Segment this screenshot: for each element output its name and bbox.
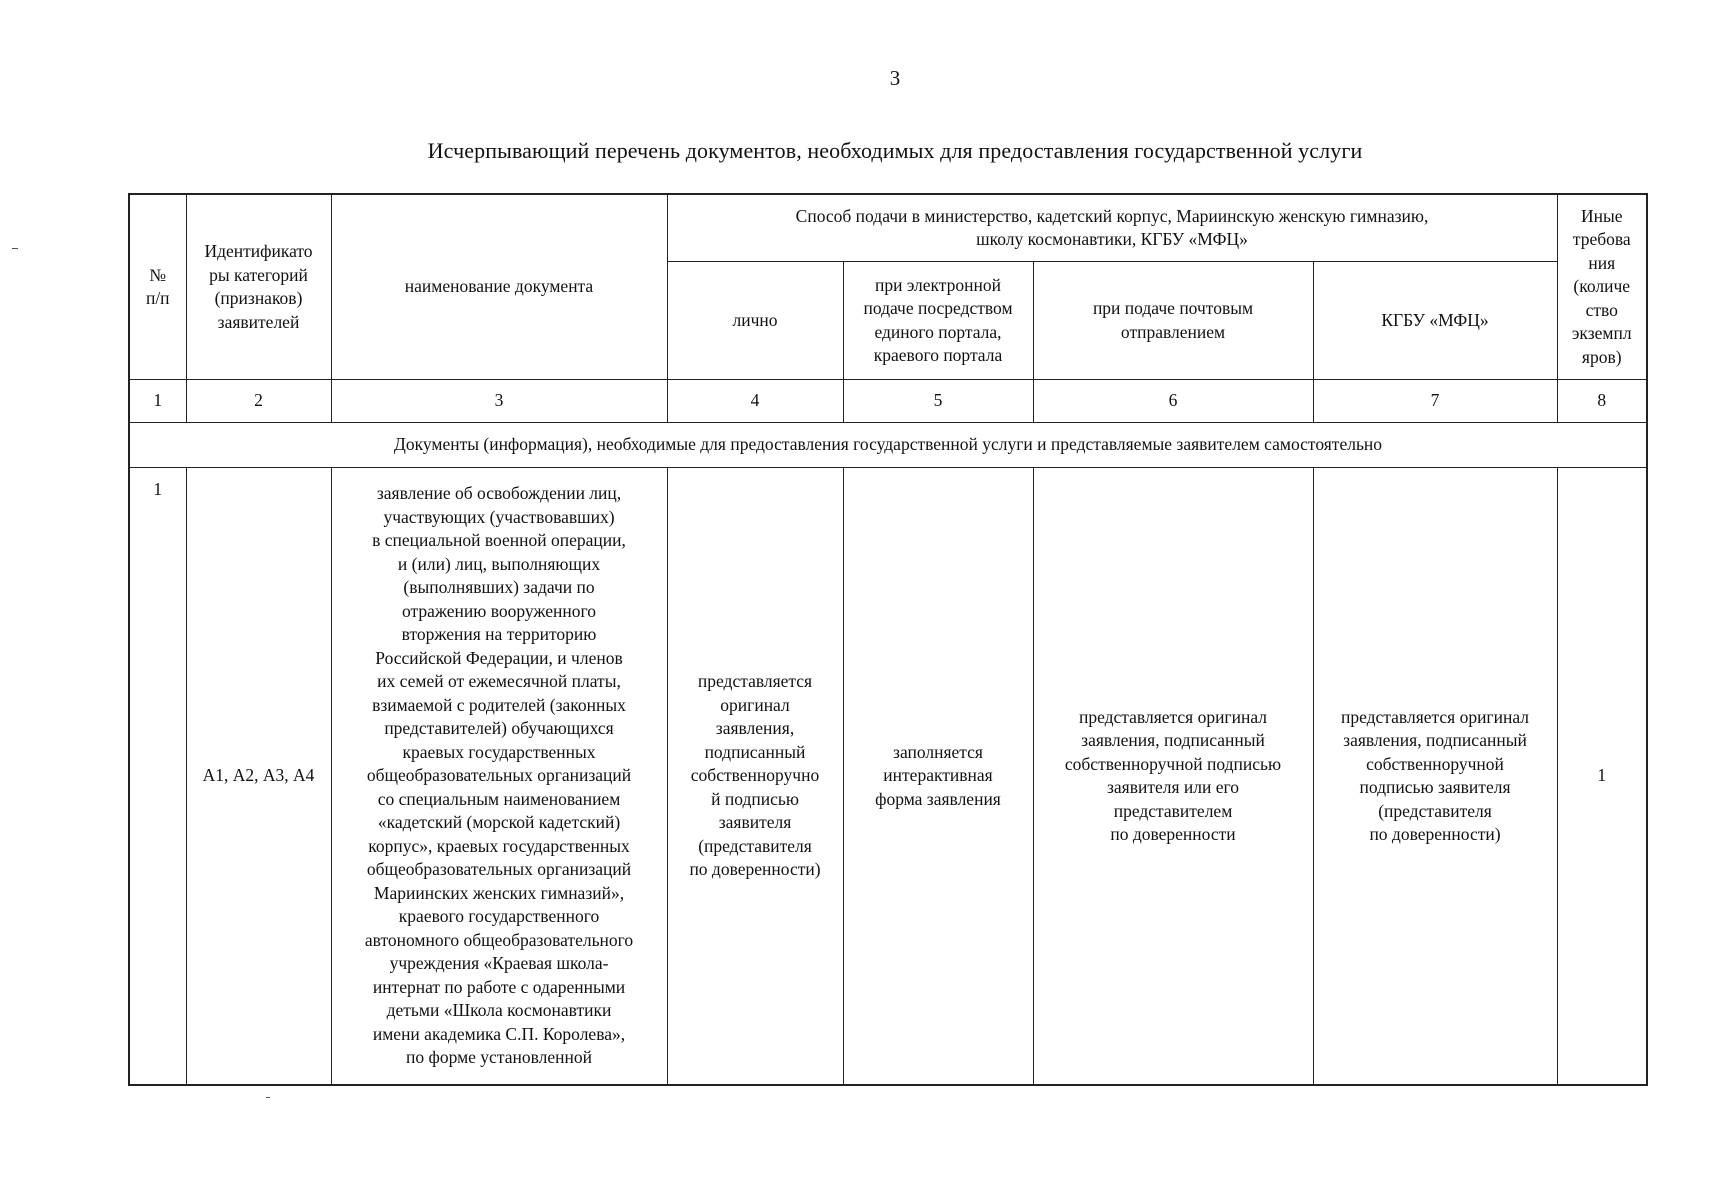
- table-row: [129, 468, 1647, 1086]
- header-by-mail: при подаче почтовым отправлением: [1033, 262, 1313, 380]
- column-number: 8: [1557, 380, 1647, 423]
- row-document-name: заявление об освобождении лиц, участвующих (участвовавших) в специальной военной операции, и (или) лиц, выполняющих (выполнявших) задачи по отражению вооруженного вторжения на территорию Российской Федерации, и членов их семей от ежемесячной платы, взимаемой с родителей (законных представителей) обучающихся краевых государственных общеобразовательных организаций со специальным наименованием «кадетский (морской кадетский) корпус», краевых государственных общеобразовательных организаций Мариинских женских гимназий», краевого государственного автономного общеобразовательного учреждения «Краевая школа- интернат по работе с одаренными детьми «Школа космонавтики имени академика С.П. Королева», по форме установленной: [331, 468, 667, 1086]
- row-by-mail: представляется оригинал заявления, подписанный собственноручной подписью заявителя или его представителем по доверенности: [1033, 468, 1313, 1086]
- column-number: 7: [1313, 380, 1557, 423]
- header-row-number: № п/п: [129, 194, 186, 380]
- page-title: Исчерпывающий перечень документов, необходимых для предоставления государственной услуги: [427, 138, 1363, 163]
- documents-table: [128, 193, 1648, 1086]
- header-document-name: наименование документа: [331, 194, 667, 380]
- header-other-requirements: Иные требова ния (количе ство экземпл яров): [1557, 194, 1647, 380]
- row-in-person: представляется оригинал заявления, подписанный собственноручно й подписью заявителя (представителя по доверенности): [667, 468, 843, 1086]
- header-submission-method: Способ подачи в министерство, кадетский корпус, Мариинскую женскую гимназию, школу космонавтики, КГБУ «МФЦ»: [667, 194, 1557, 262]
- scan-mark: [12, 248, 18, 249]
- scan-mark: [266, 1097, 270, 1098]
- column-number: 5: [843, 380, 1033, 423]
- column-number: 2: [186, 380, 331, 423]
- column-number: 4: [667, 380, 843, 423]
- column-number: 1: [129, 380, 186, 423]
- row-electronic: заполняется интерактивная форма заявления: [843, 468, 1033, 1086]
- column-number-row: [129, 380, 1647, 423]
- row-mfc: представляется оригинал заявления, подписанный собственноручной подписью заявителя (представителя по доверенности): [1313, 468, 1557, 1086]
- column-number: 6: [1033, 380, 1313, 423]
- row-other: 1: [1557, 468, 1647, 1086]
- column-number: 3: [331, 380, 667, 423]
- page-number: 3: [889, 66, 901, 90]
- header-mfc: КГБУ «МФЦ»: [1313, 262, 1557, 380]
- header-applicant-categories: Идентификато ры категорий (признаков) заявителей: [186, 194, 331, 380]
- row-categories: А1, А2, А3, А4: [186, 468, 331, 1086]
- row-number: 1: [129, 468, 186, 1086]
- section-title: Документы (информация), необходимые для предоставления государственной услуги и представляемые заявителем самостоятельно: [129, 423, 1647, 468]
- header-electronic: при электронной подаче посредством единого портала, краевого портала: [843, 262, 1033, 380]
- header-in-person: лично: [667, 262, 843, 380]
